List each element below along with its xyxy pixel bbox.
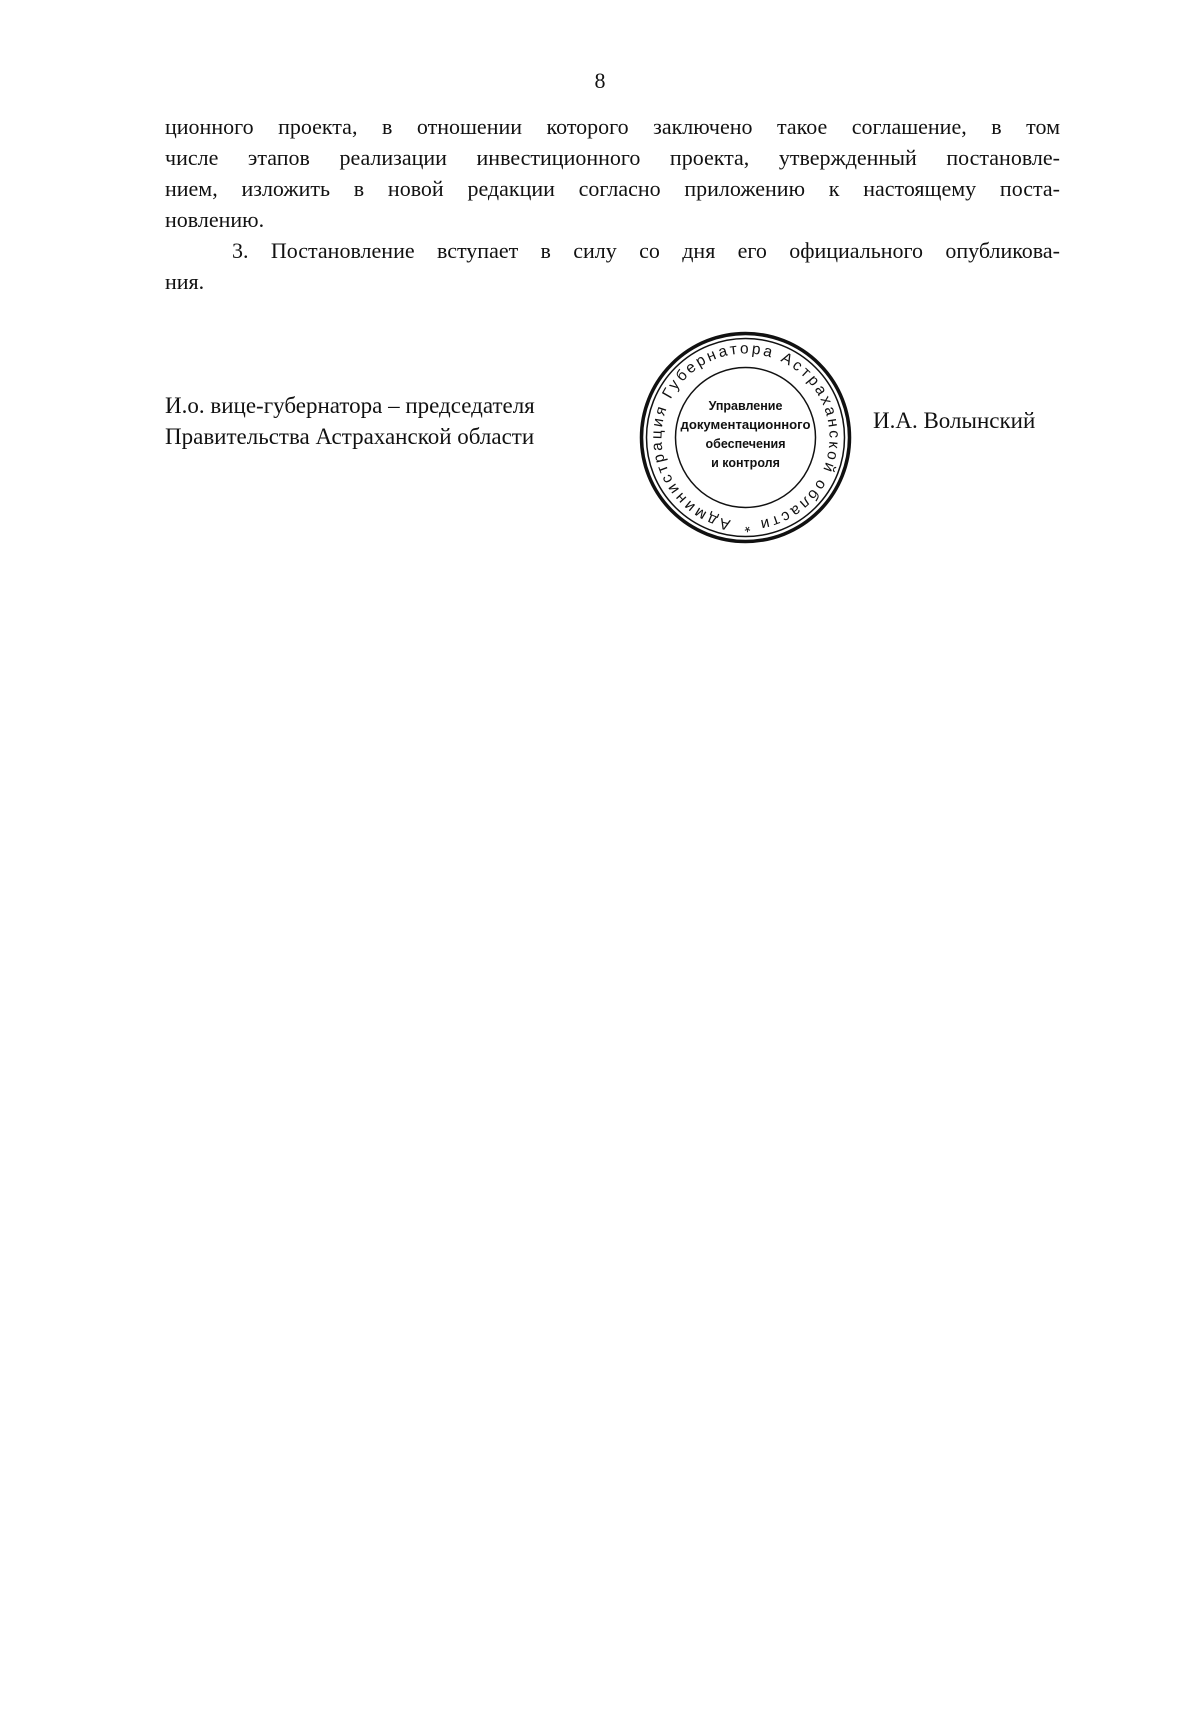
- paragraph-line: нием, изложить в новой редакции согласно приложению к настоящему поста-: [165, 176, 1060, 201]
- signatory-position: [165, 390, 535, 452]
- paragraph-line: новлению.: [165, 207, 265, 232]
- clause-3-line: 3. Постановление вступает в силу со дня его официального опубликова-: [232, 238, 1060, 263]
- official-stamp: [638, 330, 853, 545]
- signatory-position-line: Правительства Астраханской области: [165, 424, 535, 449]
- paragraph-line: ционного проекта, в отношении которого заключено такое соглашение, в том: [165, 114, 1060, 139]
- stamp-center-line: Управление: [708, 399, 783, 413]
- page-number: 8: [594, 68, 606, 93]
- signatory-name: И.А. Волынский: [873, 408, 1036, 433]
- clause-3-line: ния.: [165, 269, 205, 294]
- stamp-center-line: и контроля: [711, 456, 780, 470]
- signatory-position-line: И.о. вице-губернатора – председателя: [165, 393, 535, 418]
- stamp-center-line: документационного: [680, 418, 811, 432]
- stamp-ring-text: Администрация Губернатора Астраханской области *: [648, 340, 843, 535]
- stamp-center-line: обеспечения: [705, 437, 786, 451]
- paragraph-line: числе этапов реализации инвестиционного проекта, утвержденный постановле-: [165, 145, 1060, 170]
